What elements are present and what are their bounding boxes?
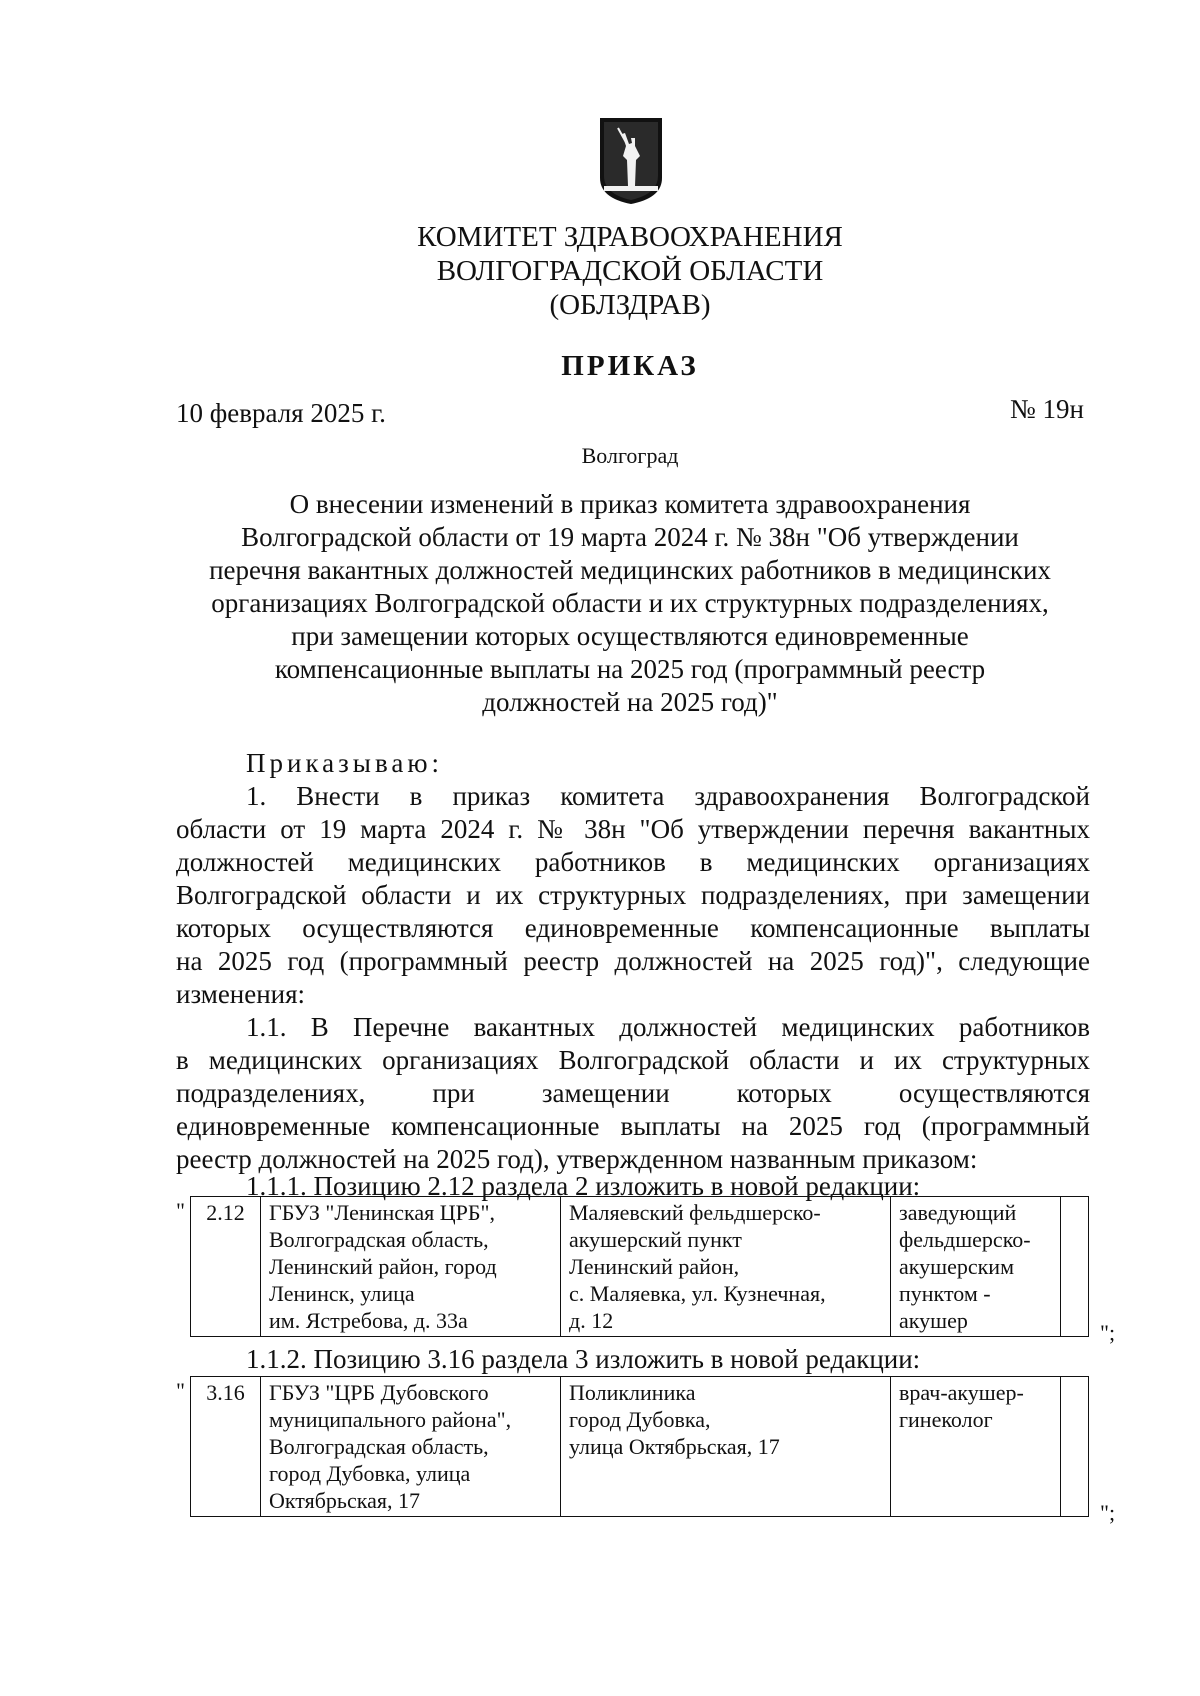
close-quote: "; [1100,1500,1116,1525]
paragraph-1-1-line: в медицинских организациях Волгоградской области и их структурных [176,1045,1090,1075]
open-quote: " [176,1378,185,1403]
cell-line: пунктом - [899,1281,991,1306]
paragraph-1-1-1: 1.1.1. Позицию 2.12 раздела 2 изложить в новой редакции: [246,1171,921,1201]
cell-line: Октябрьская, 17 [269,1488,420,1513]
order-subject [168,488,1092,719]
org-name-line-3: (ОБЛЗДРАВ) [549,289,711,321]
organization-cell [261,1197,561,1337]
organization-cell [261,1377,561,1517]
open-quote: " [176,1198,185,1223]
cell-line: врач-акушер- [899,1380,1024,1405]
cell-line: ГБУЗ "Ленинская ЦРБ", [269,1200,495,1225]
cell-line: им. Ястребова, д. 33а [269,1308,468,1333]
subject-line: О внесении изменений в приказ комитета здравоохранения [289,489,971,519]
cell-line: Волгоградская область, [269,1434,489,1459]
cell-line: Поликлиника [569,1380,696,1405]
cell-line: Ленинск, улица [269,1281,415,1306]
cell-line: Ленинский район, [569,1254,740,1279]
cell-line: акушерским [899,1254,1014,1279]
close-quote: "; [1100,1320,1116,1345]
order-word: Приказываю: [246,748,443,778]
subdivision-cell [561,1197,891,1337]
paragraph-1-1-line: подразделениях, при замещении которых осуществляются [176,1078,1090,1108]
cell-line: Маляевский фельдшерско- [569,1200,821,1225]
paragraph-1-1-line: единовременные компенсационные выплаты на 2025 год (программный [176,1111,1090,1141]
order-city: Волгоград [581,443,679,468]
paragraph-1-line: которых осуществляются единовременные компенсационные выплаты [176,913,1090,943]
order-date: 10 февраля 2025 г. [176,398,386,428]
paragraph-1-line: на 2025 год (программный реестр должностей на 2025 год)", следующие [176,946,1090,976]
paragraph-1-line: Волгоградской области и их структурных подразделениях, при замещении [176,880,1090,910]
paragraph-1-1-line: 1.1. В Перечне вакантных должностей медицинских работников [246,1012,1090,1042]
job-position-cell [891,1197,1061,1337]
order-title: ПРИКАЗ [561,350,699,382]
subject-line: Волгоградской области от 19 марта 2024 г. № 38н "Об утверждении [241,522,1019,552]
cell-line: заведующий [899,1200,1017,1225]
org-name-line-2: ВОЛГОГРАДСКОЙ ОБЛАСТИ [436,255,824,287]
coat-of-arms-icon [598,116,664,206]
cell-line: с. Маляевка, ул. Кузнечная, [569,1281,826,1306]
cell-line: д. 12 [569,1308,614,1333]
paragraph-1-line: 1. Внести в приказ комитета здравоохранения Волгоградской [246,781,1090,811]
paragraph-1-line: должностей медицинских работников в медицинских организациях [176,847,1090,877]
subject-line: организациях Волгоградской области и их структурных подразделениях, [211,588,1049,618]
subject-line: перечня вакантных должностей медицинских работников в медицинских [209,555,1051,585]
paragraph-1-line: области от 19 марта 2024 г. № 38н "Об утверждении перечня вакантных [176,814,1090,844]
job-position-cell [891,1377,1061,1517]
order-number: № 19н [1010,394,1084,424]
position-number: 3.16 [191,1377,261,1517]
amendment-table-1 [190,1196,1089,1337]
cell-line: муниципального района", [269,1407,512,1432]
empty-cell [1061,1377,1089,1517]
cell-line: улица Октябрьская, 17 [569,1434,780,1459]
subject-line: при замещении которых осуществляются единовременные [291,621,969,651]
cell-line: ГБУЗ "ЦРБ Дубовского [269,1380,489,1405]
amendment-table-2 [190,1376,1089,1517]
subject-line: компенсационные выплаты на 2025 год (программный реестр [274,654,986,684]
subdivision-cell [561,1377,891,1517]
position-number: 2.12 [191,1197,261,1337]
table-row [191,1377,1089,1517]
org-name-line-1: КОМИТЕТ ЗДРАВООХРАНЕНИЯ [417,221,843,253]
paragraph-1-1-2: 1.1.2. Позицию 3.16 раздела 3 изложить в новой редакции: [246,1344,921,1374]
cell-line: гинеколог [899,1407,993,1432]
subject-line: должностей на 2025 год)" [482,687,778,717]
table-row [191,1197,1089,1337]
cell-line: акушер [899,1308,968,1333]
cell-line: акушерский пункт [569,1227,742,1252]
paragraph-1-1-line: реестр должностей на 2025 год), утвержденном названным приказом: [176,1144,978,1174]
cell-line: Ленинский район, город [269,1254,497,1279]
paragraph-1-line: изменения: [176,979,306,1009]
empty-cell [1061,1197,1089,1337]
cell-line: фельдшерско- [899,1227,1031,1252]
cell-line: город Дубовка, улица [269,1461,471,1486]
cell-line: город Дубовка, [569,1407,711,1432]
cell-line: Волгоградская область, [269,1227,489,1252]
